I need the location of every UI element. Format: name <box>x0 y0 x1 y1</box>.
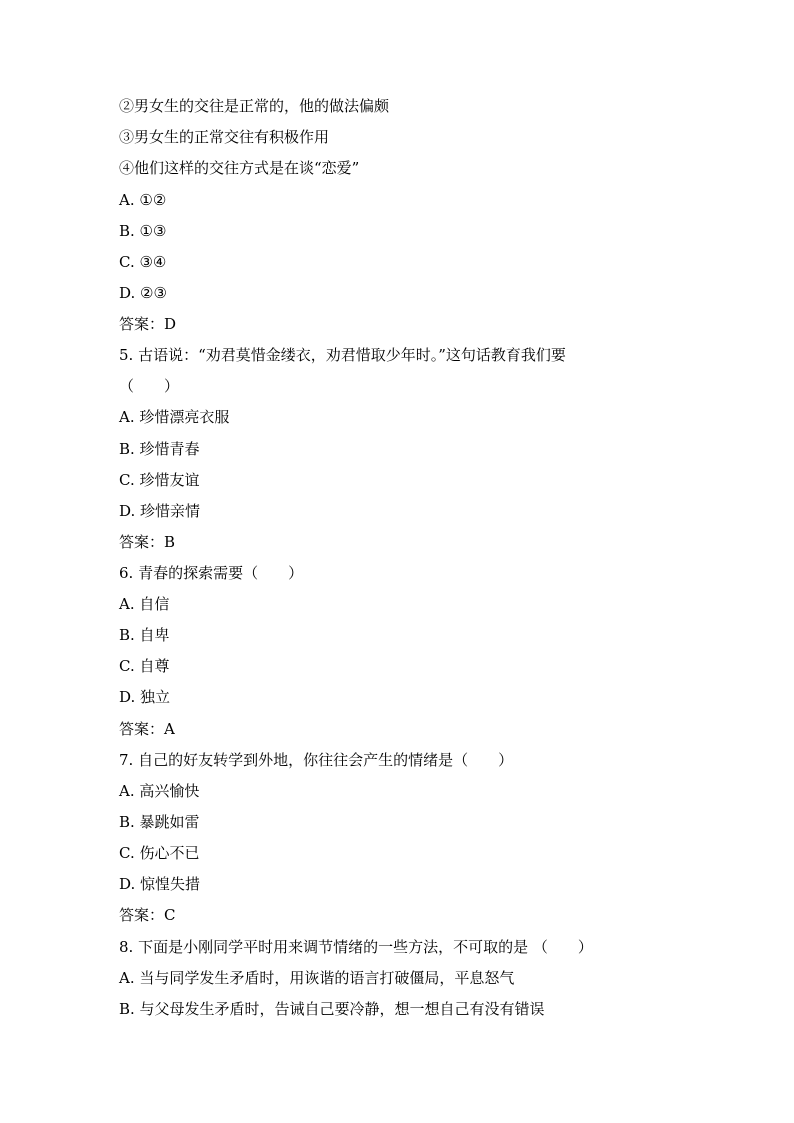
option-line: ③男女生的正常交往有积极作用 <box>119 128 330 146</box>
option-line: ④他们这样的交往方式是在谈“恋爱” <box>119 159 360 177</box>
choice-b: B. 与父母发生矛盾时，告诫自己要冷静，想一想自己有没有错误 <box>119 1000 545 1018</box>
choice-c: C. ③④ <box>119 253 167 271</box>
choice-b: B. 暴跳如雷 <box>119 813 200 831</box>
choice-b: B. 珍惜青春 <box>119 440 200 458</box>
choice-d: D. ②③ <box>119 284 167 302</box>
question-7: 7. 自己的好友转学到外地，你往往会产生的情绪是（ ） <box>119 751 514 769</box>
choice-d: D. 独立 <box>119 688 171 706</box>
choice-a: A. 自信 <box>119 595 170 613</box>
question-5: 5. 古语说：“劝君莫惜金缕衣，劝君惜取少年时。”这句话教育我们要 <box>119 346 566 364</box>
choice-c: C. 伤心不已 <box>119 844 200 862</box>
answer-line: 答案：C <box>119 906 176 924</box>
answer-line: 答案：B <box>119 533 176 551</box>
choice-a: A. 当与同学发生矛盾时，用诙谐的语言打破僵局，平息怒气 <box>119 969 515 987</box>
option-line: ②男女生的交往是正常的，他的做法偏颇 <box>119 97 390 115</box>
question-8: 8. 下面是小刚同学平时用来调节情绪的一些方法，不可取的是 （ ） <box>119 938 593 956</box>
question-6: 6. 青春的探索需要（ ） <box>119 564 304 582</box>
choice-a: A. 珍惜漂亮衣服 <box>119 408 230 426</box>
choice-c: C. 珍惜友谊 <box>119 471 200 489</box>
choice-d: D. 珍惜亲情 <box>119 502 201 520</box>
choice-a: A. 高兴愉快 <box>119 782 200 800</box>
choice-d: D. 惊惶失措 <box>119 875 201 893</box>
answer-line: 答案：A <box>119 720 175 738</box>
answer-line: 答案：D <box>119 315 177 333</box>
choice-b: B. 自卑 <box>119 626 170 644</box>
choice-c: C. 自尊 <box>119 657 170 675</box>
choice-b: B. ①③ <box>119 222 167 240</box>
choice-a: A. ①② <box>119 191 167 209</box>
question-5-blank: （ ） <box>119 377 180 395</box>
